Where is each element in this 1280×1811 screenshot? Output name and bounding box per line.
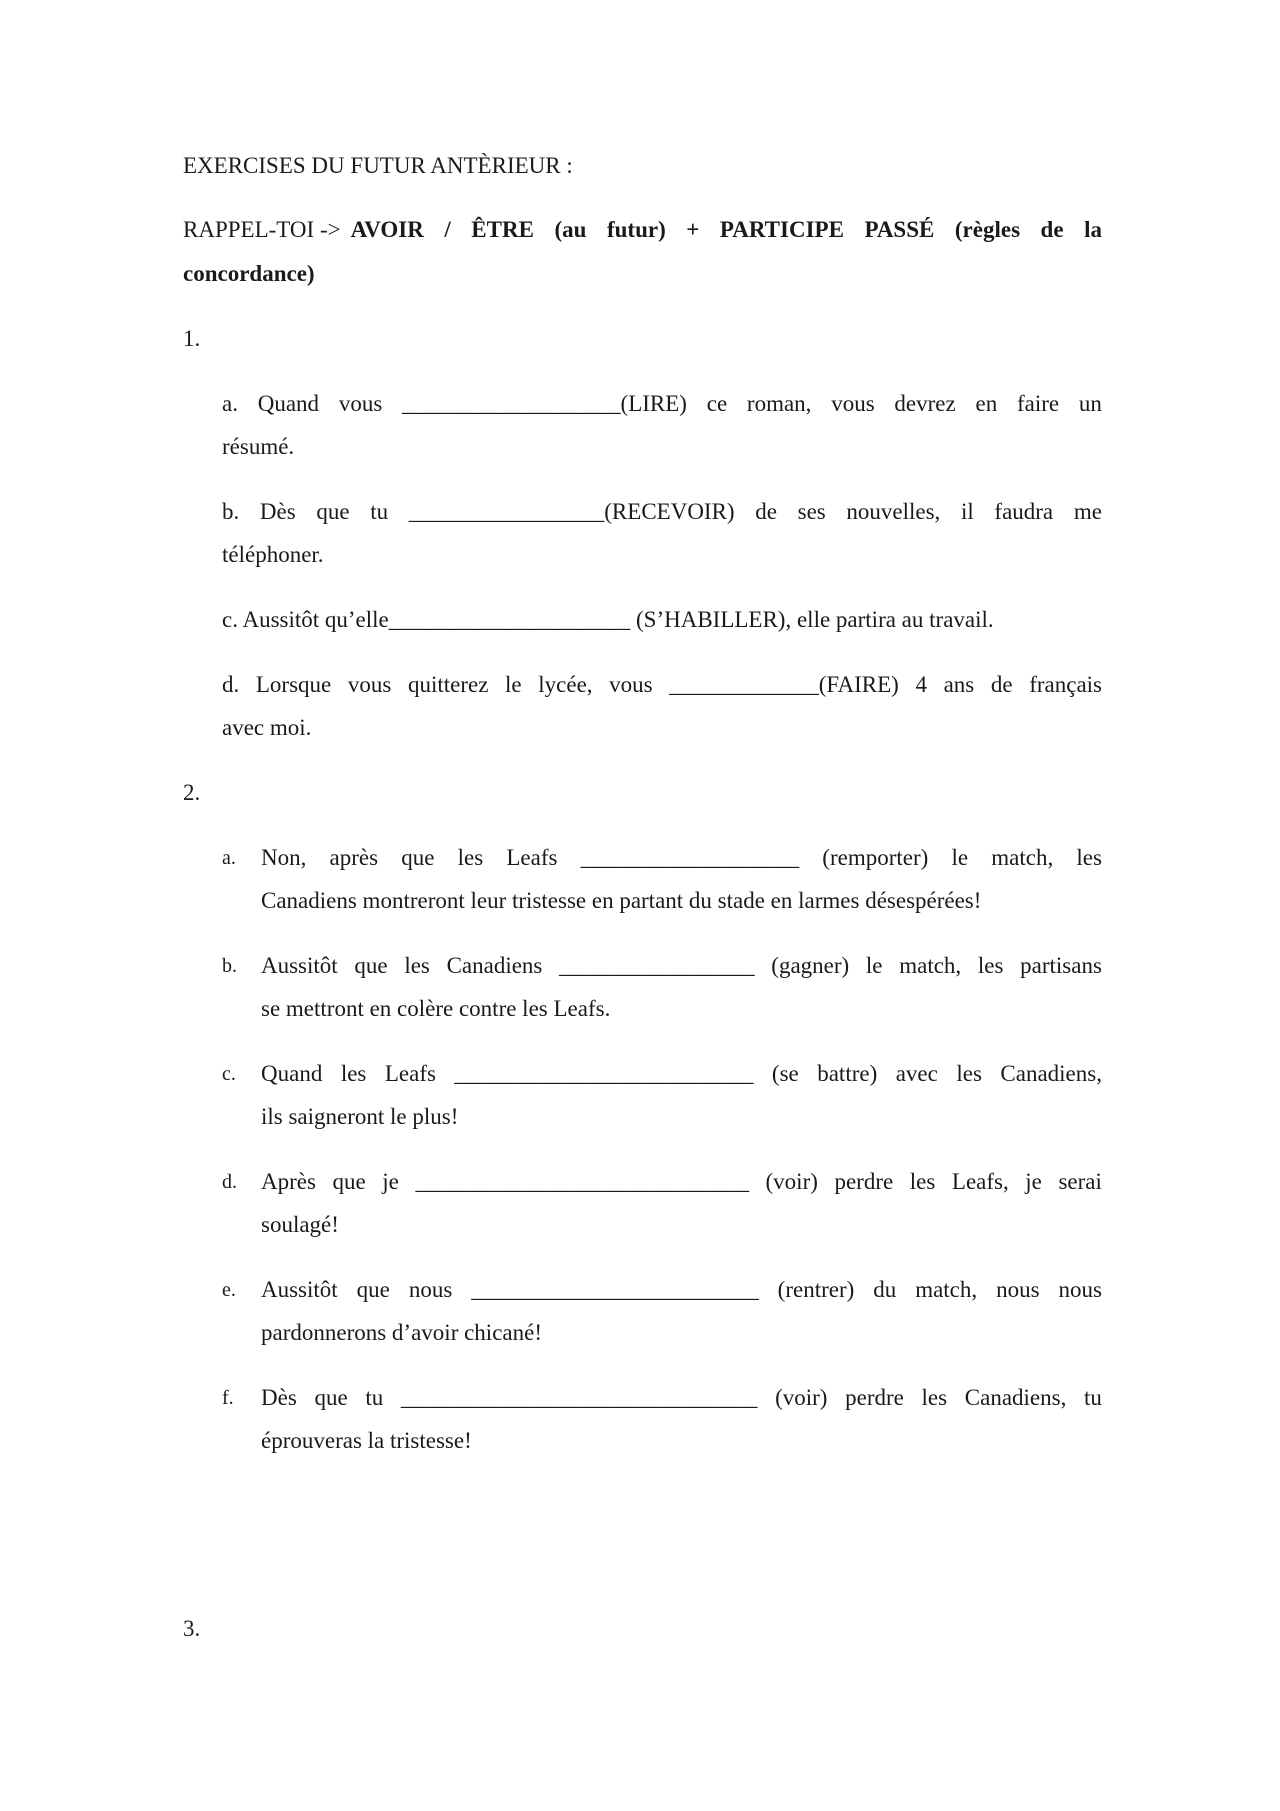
exercise-2b-line-1 [261,951,1102,981]
exercise-word: il [960,499,974,524]
exercise-word: je [382,1169,399,1194]
exercise-word: de [755,499,777,524]
exercise-word: Lorsque [255,672,332,697]
exercise-word: Non, [261,845,307,870]
exercise-word: Leafs [506,845,558,870]
exercise-2c-line-1 [261,1059,1102,1089]
exercise-word: nous [996,1277,1040,1302]
exercise-2b-line-2: se mettront en colère contre les Leafs. [261,996,611,1021]
exercise-word: partisans [1020,953,1102,978]
exercise-word: Dès [259,499,296,524]
exercise-word: les [1076,845,1102,870]
exercise-word: Après [261,1169,316,1194]
exercise-letter: c. [222,1063,236,1085]
exercise-word: du [873,1277,897,1302]
exercise-word: roman, [746,391,812,416]
exercise-letter: a. [222,391,238,416]
exercise-1c-line-1 [222,605,994,635]
exercise-word: les [340,1061,367,1086]
exercise-word: lycée, [538,672,593,697]
exercise-word: (se [771,1061,799,1086]
exercise-word: que [314,1385,348,1410]
exercise-word: un [1078,391,1102,416]
exercise-word: que [354,953,388,978]
exercise-2a-line-1 [261,843,1102,873]
exercise-letter: a. [222,847,236,869]
exercise-letter: b. [222,955,237,977]
exercise-word: (voir) [765,1169,818,1194]
exercise-2e-line-2: pardonnerons d’avoir chicané! [261,1320,542,1345]
exercise-word: nous [408,1277,453,1302]
exercise-word: faudra [994,499,1054,524]
exercise-word: avec [895,1061,938,1086]
exercise-letter: f. [222,1387,234,1409]
exercise-word: (rentrer) [777,1277,855,1302]
exercise-word: les [457,845,484,870]
exercise-word: les [956,1061,982,1086]
exercise-word: Canadiens [446,953,543,978]
exercise-word: que [401,845,435,870]
exercise-word: le [865,953,883,978]
exercise-2d-line-1 [261,1167,1102,1197]
exercise-word: Canadiens, [964,1385,1067,1410]
exercise-word: serai [1058,1169,1102,1194]
exercise-2f-line-1 [261,1383,1102,1413]
exercise-letter: d. [222,672,240,697]
exercise-letter: b. [222,499,240,524]
exercise-word: Quand [261,1061,323,1086]
page-title: EXERCISES DU FUTUR ANTÈRIEUR : [183,153,573,178]
exercise-word: les [977,953,1004,978]
exercise-word: que [316,499,350,524]
exercise-word: me [1073,499,1102,524]
exercise-word: Aussitôt [261,953,338,978]
exercise-letter: d. [222,1171,237,1193]
exercise-2f-line-2: éprouveras la tristesse! [261,1428,472,1453]
exercise-letter: e. [222,1279,236,1301]
exercise-letter: c. [222,607,238,632]
answer-blank[interactable]: _____________________________ [415,1169,749,1194]
exercise-word: Quand [257,391,320,416]
exercise-word: (voir) [775,1385,828,1410]
exercise-word: tu [365,1385,384,1410]
exercise-1a-line-2: résumé. [222,434,295,459]
exercise-2c-line-2: ils saigneront le plus! [261,1104,459,1129]
answer-blank[interactable]: _______________________________ [400,1385,758,1410]
answer-blank[interactable]: _____________(FAIRE) [669,672,899,697]
answer-blank[interactable]: ___________________ [580,845,800,870]
exercise-2a-line-2: Canadiens montreront leur tristesse en partant du stade en larmes désespérées! [261,888,982,913]
answer-blank[interactable]: _________________________ [471,1277,759,1302]
exercise-word: match, [899,953,962,978]
exercise-word: ses [797,499,826,524]
exercise-word: tu [370,499,389,524]
rappel-line-1 [183,215,1102,245]
exercise-word: perdre [845,1385,904,1410]
exercise-word: Aussitôt [261,1277,338,1302]
exercise-word: 4 [915,672,927,697]
exercise-word: français [1029,672,1102,697]
section-number-3: 3. [183,1616,201,1641]
exercise-word: (gagner) [771,953,850,978]
exercise-word: ce [706,391,728,416]
exercise-word: en [975,391,998,416]
rappel-prefix: RAPPEL-TOI -> [183,217,341,242]
section-number-1: 1. [183,326,201,351]
exercise-word: je [1025,1169,1042,1194]
exercise-word: de [990,672,1013,697]
exercise-1d-line-2: avec moi. [222,715,312,740]
exercise-word: tu [1084,1385,1102,1410]
exercise-word: vous [609,672,653,697]
exercise-word: les [909,1169,936,1194]
exercise-1b-line-2: téléphoner. [222,542,324,567]
exercise-1b-line-1 [222,497,1102,527]
answer-blank[interactable]: ___________________(LIRE) [402,391,687,416]
rappel-line-2: concordance) [183,261,315,286]
exercise-word: quitterez [407,672,489,697]
exercise-word: faire [1016,391,1060,416]
exercise-word: (remporter) [822,845,929,870]
exercise-word: vous [831,391,875,416]
exercise-word: les [921,1385,948,1410]
exercise-word: Leafs, [951,1169,1009,1194]
section-number-2: 2. [183,780,201,805]
exercise-word: Leafs [384,1061,436,1086]
exercise-1d-line-1 [222,670,1102,700]
exercise-word: les [404,953,430,978]
exercise-word: Dès [261,1385,297,1410]
exercise-2d-line-2: soulagé! [261,1212,339,1237]
rappel-formula: AVOIR / ÊTRE (au futur) + PARTICIPE PASSÉ (règles de la [350,217,1102,242]
exercise-word: nous [1058,1277,1102,1302]
exercise-word: vous [338,391,383,416]
exercise-word: le [951,845,969,870]
exercise-word: nouvelles, [846,499,941,524]
exercise-word: que [332,1169,366,1194]
exercise-text: Aussitôt qu’elle_____________________ (S’HABILLER), elle partira au travail. [242,607,994,632]
exercise-word: match, [991,845,1054,870]
exercise-word: battre) [817,1061,878,1086]
exercise-word: que [356,1277,390,1302]
exercise-word: match, [915,1277,978,1302]
exercise-word: devrez [894,391,956,416]
exercise-word: perdre [834,1169,894,1194]
exercise-1a-line-1 [222,389,1102,419]
answer-blank[interactable]: _________________ [559,953,755,978]
answer-blank[interactable]: _________________(RECEVOIR) [408,499,735,524]
exercise-word: vous [347,672,392,697]
exercise-2e-line-1 [261,1275,1102,1305]
exercise-word: le [505,672,522,697]
exercise-word: Canadiens, [1000,1061,1102,1086]
exercise-word: ans [943,672,975,697]
exercise-word: après [329,845,379,870]
answer-blank[interactable]: __________________________ [454,1061,754,1086]
